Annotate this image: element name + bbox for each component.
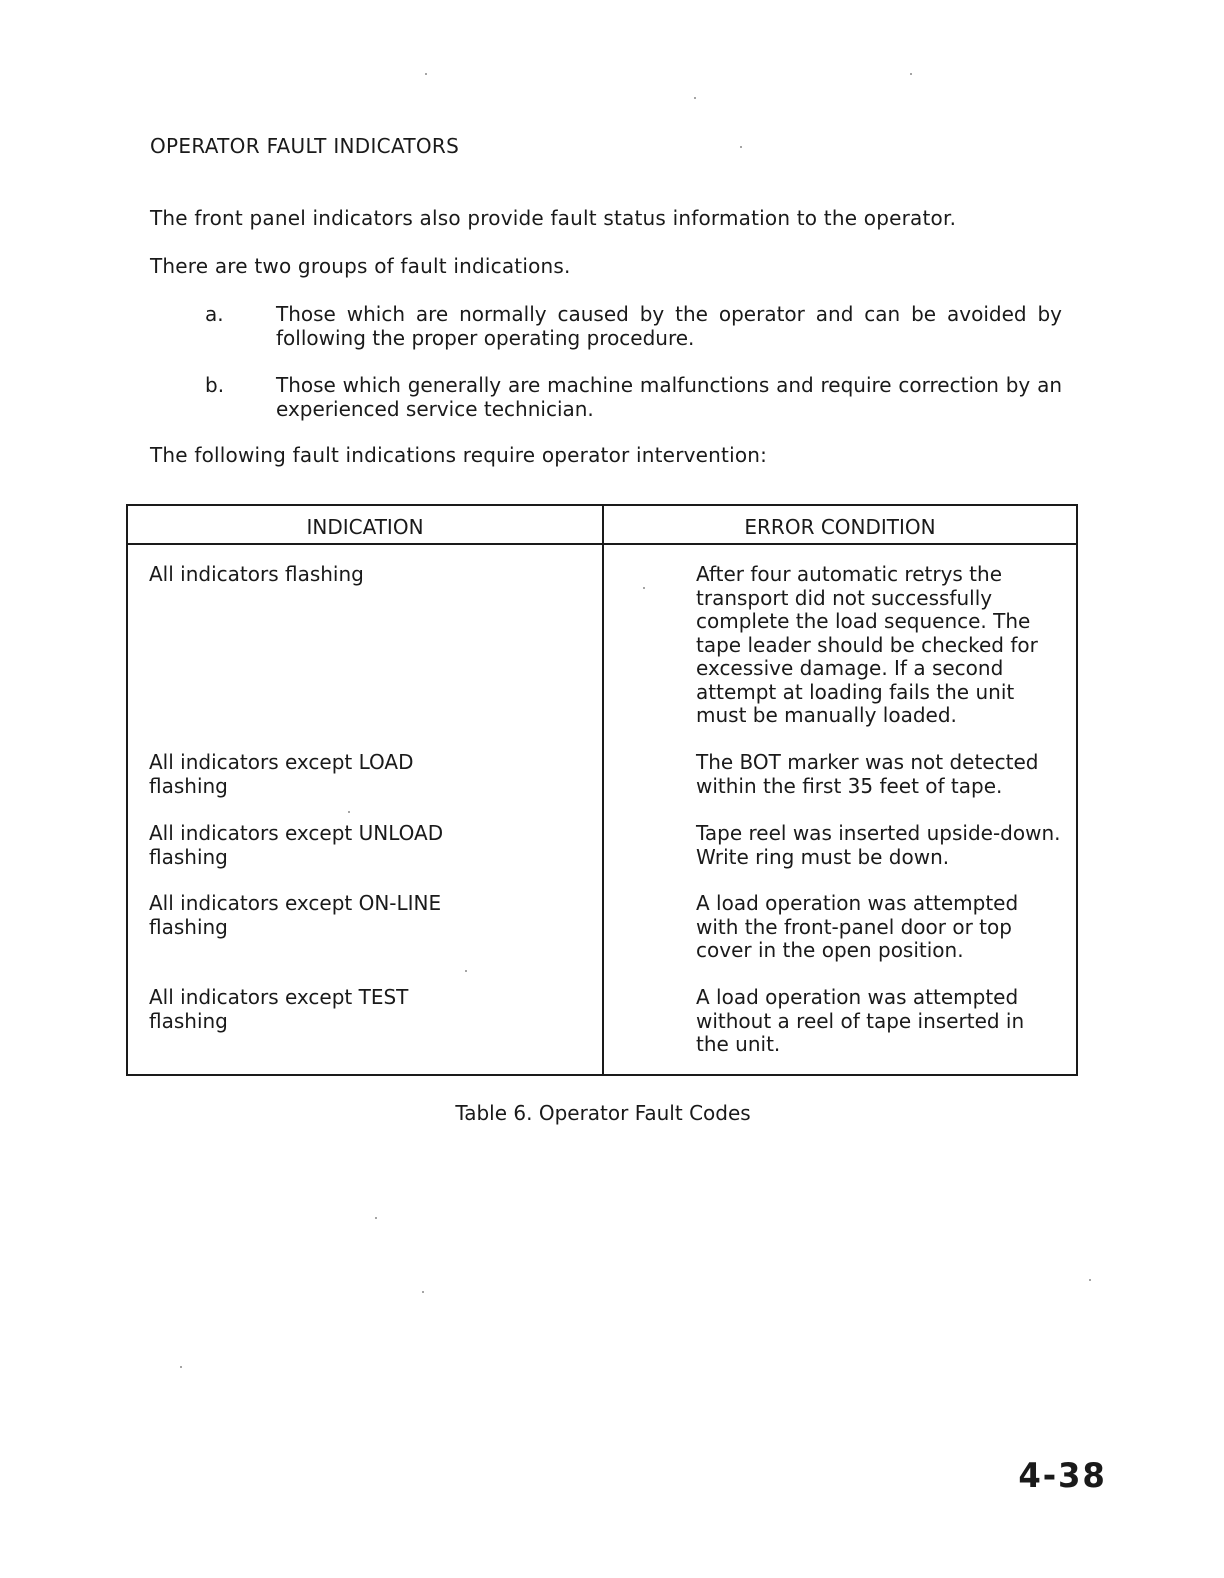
- scan-speck: [348, 811, 350, 813]
- table-cell-indication: All indicators except ON-LINE flashing: [149, 891, 442, 939]
- table-cell-indication: All indicators except UNLOAD flashing: [149, 821, 444, 869]
- groups-intro-paragraph: There are two groups of fault indications.: [150, 254, 571, 278]
- intro-paragraph: The front panel indicators also provide fault status information to the operator.: [150, 206, 957, 230]
- page-number: 4-38: [1018, 1456, 1107, 1496]
- scan-speck: [422, 1291, 424, 1293]
- section-heading: OPERATOR FAULT INDICATORS: [150, 134, 460, 158]
- scan-speck: [1089, 1279, 1091, 1281]
- table-cell-error: A load operation was attempted with the front-panel door or top cover in the open position.: [696, 891, 1019, 962]
- table-cell-indication: All indicators except LOAD flashing: [149, 750, 414, 798]
- table-cell-error: After four automatic retrys the transport did not successfully complete the load sequence. The tape leader should be checked for excessive damage. If a second attempt at loading fails the unit must be manually loaded.: [696, 562, 1038, 727]
- list-text: Those which generally are machine malfunctions and require correction by an experienced service technician.: [276, 373, 1062, 421]
- scan-speck: [375, 1217, 377, 1219]
- scan-speck: [465, 970, 467, 972]
- list-marker: b.: [205, 373, 225, 397]
- scan-speck: [740, 146, 742, 148]
- table-cell-error: A load operation was attempted without a reel of tape inserted in the unit.: [696, 985, 1025, 1056]
- scan-speck: [694, 97, 696, 99]
- intervention-intro-paragraph: The following fault indications require operator intervention:: [150, 443, 768, 467]
- scan-speck: [425, 73, 427, 75]
- header-error-condition: ERROR CONDITION: [744, 515, 936, 539]
- fault-codes-table: [126, 504, 1078, 1076]
- scan-speck: [910, 73, 912, 75]
- column-divider: [602, 506, 604, 1074]
- table-cell-indication: All indicators except TEST flashing: [149, 985, 409, 1033]
- scan-speck: [180, 1366, 182, 1368]
- table-cell-error: The BOT marker was not detected within the first 35 feet of tape.: [696, 750, 1039, 798]
- table-cell-indication: All indicators flashing: [149, 562, 364, 586]
- table-caption: Table 6. Operator Fault Codes: [455, 1101, 751, 1125]
- header-indication: INDICATION: [306, 515, 424, 539]
- header-divider: [128, 543, 1076, 545]
- list-marker: a.: [205, 302, 224, 326]
- table-cell-error: Tape reel was inserted upside-down. Write ring must be down.: [696, 821, 1061, 869]
- list-text: Those which are normally caused by the operator and can be avoided by following the proper operating procedure.: [276, 302, 1062, 350]
- scan-speck: [643, 587, 645, 589]
